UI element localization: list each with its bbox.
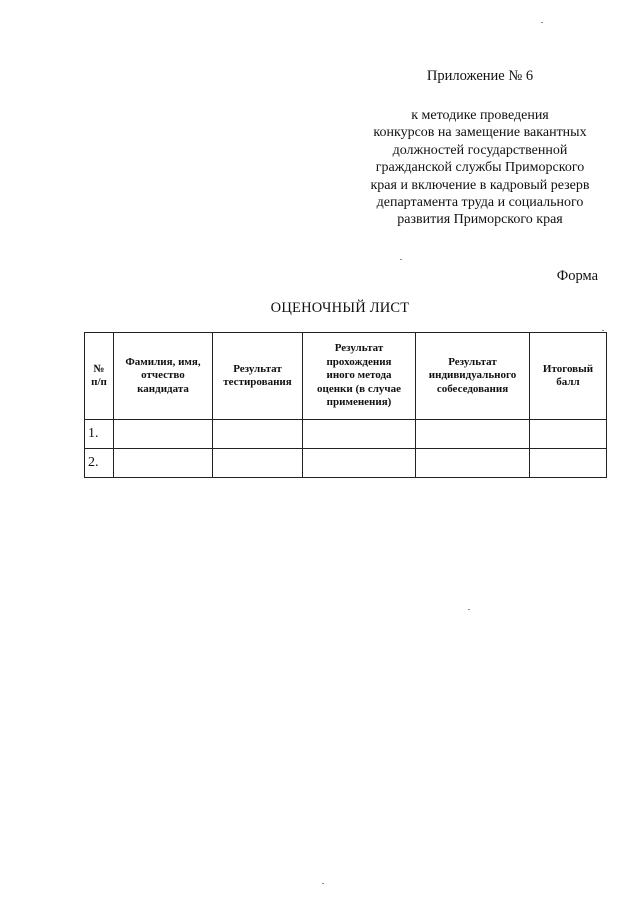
- header-interview-result: Результат индивидуального собеседования: [416, 333, 530, 420]
- scan-speck: [400, 259, 402, 260]
- cell-total-score[interactable]: [530, 420, 607, 449]
- cell-testing-result[interactable]: [213, 449, 303, 478]
- cell-other-method-result[interactable]: [303, 420, 416, 449]
- header-number: № п/п: [85, 333, 114, 420]
- scan-speck: [322, 883, 324, 884]
- cell-candidate-name[interactable]: [114, 420, 213, 449]
- header-testing-result: Результат тестирования: [213, 333, 303, 420]
- row-number: 1.: [85, 420, 114, 449]
- header-total-score: Итоговый балл: [530, 333, 607, 420]
- table-header-row: [85, 333, 607, 420]
- sheet-title: ОЦЕНОЧНЫЙ ЛИСТ: [270, 300, 410, 316]
- scan-speck: [468, 609, 470, 610]
- appendix-title: Приложение № 6: [426, 68, 534, 84]
- header-other-method-result: Результат прохождения иного метода оценки (в случае применения): [303, 333, 416, 420]
- cell-total-score[interactable]: [530, 449, 607, 478]
- cell-candidate-name[interactable]: [114, 449, 213, 478]
- cell-testing-result[interactable]: [213, 420, 303, 449]
- cell-other-method-result[interactable]: [303, 449, 416, 478]
- cell-interview-result[interactable]: [416, 449, 530, 478]
- scan-speck: [541, 22, 543, 23]
- table-row: [85, 449, 607, 478]
- row-number: 2.: [85, 449, 114, 478]
- table-row: [85, 420, 607, 449]
- header-candidate-name: Фамилия, имя, отчество кандидата: [114, 333, 213, 420]
- appendix-description: [352, 107, 608, 229]
- appendix-line: развития Приморского края: [397, 212, 563, 228]
- form-label: Форма: [556, 268, 598, 284]
- appendix-line: к методике проведения: [411, 108, 549, 123]
- appendix-line: края и включение в кадровый резерв: [370, 177, 590, 193]
- cell-interview-result[interactable]: [416, 420, 530, 449]
- scan-speck: [602, 330, 604, 331]
- appendix-line: конкурсов на замещение вакантных: [373, 125, 587, 141]
- appendix-line: гражданской службы Приморского: [375, 160, 585, 176]
- appendix-line: департамента труда и социального: [376, 195, 584, 211]
- evaluation-table: [84, 332, 607, 478]
- appendix-line: должностей государственной: [392, 142, 568, 158]
